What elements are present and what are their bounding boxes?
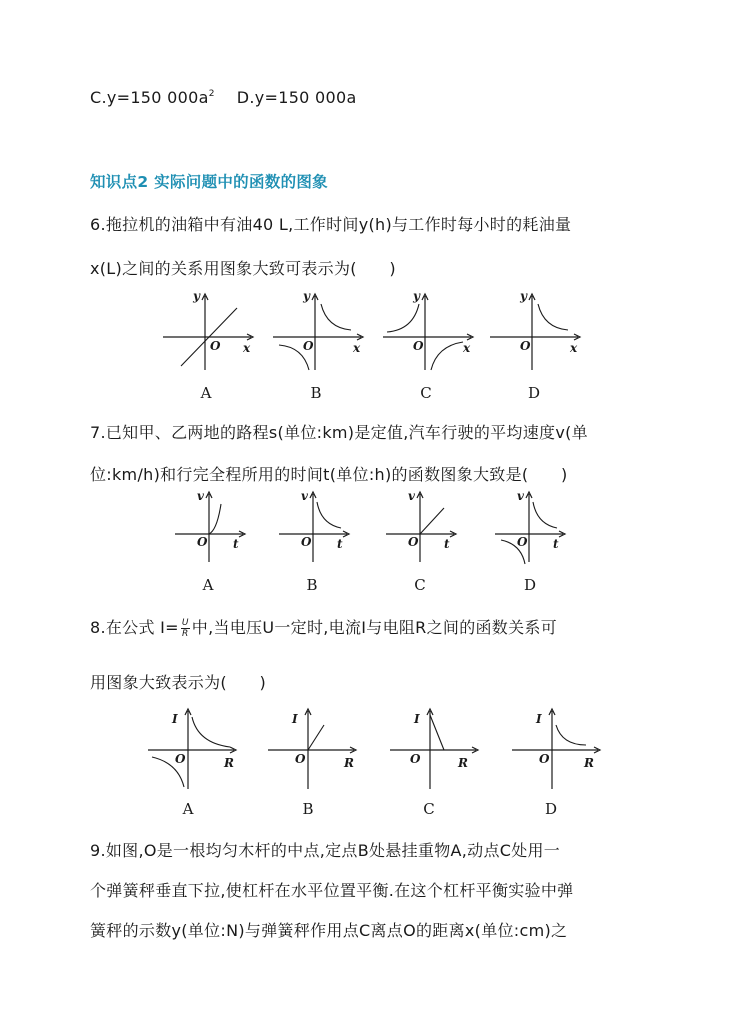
q8-a-origin: O — [175, 752, 186, 766]
q7-line-1: 7.已知甲、乙两地的路程s(单位:km)是定值,汽车行驶的平均速度v(单 — [90, 423, 588, 442]
q6-c-axis-x: x — [463, 341, 471, 355]
q7-caption-c: C — [414, 576, 426, 594]
q7-caption-b: B — [306, 576, 318, 594]
q8-line-1-prefix: 8.在公式 I= — [90, 618, 179, 637]
q9-line-3: 簧秤的示数y(单位:N)与弹簧秤作用点C离点O的距离x(单位:cm)之 — [90, 921, 568, 940]
q8-c-axis-y: I — [414, 712, 420, 726]
q7-graph-c — [386, 490, 461, 565]
q8-c-origin: O — [410, 752, 421, 766]
q7-c-origin: O — [408, 535, 419, 549]
q6-graph-a — [163, 290, 258, 370]
q8-d-axis-y: I — [536, 712, 542, 726]
q7-a-axis-y: v — [197, 489, 204, 503]
q6-b-axis-y: y — [303, 289, 310, 303]
q7-line-2: 位:km/h)和行完全程所用的时间t(单位:h)的函数图象大致是( ) — [90, 465, 568, 484]
q7-d-axis-x: t — [553, 537, 559, 551]
q6-a-origin: O — [210, 339, 221, 353]
q6-b-origin: O — [303, 339, 314, 353]
q8-b-origin: O — [295, 752, 306, 766]
q8-caption-c: C — [423, 800, 435, 818]
q6-caption-d: D — [527, 384, 541, 402]
q6-graph-b — [273, 290, 368, 370]
q7-b-axis-y: v — [301, 489, 308, 503]
q6-d-axis-y: y — [520, 289, 527, 303]
q7-d-axis-y: v — [517, 489, 524, 503]
q7-a-axis-x: t — [233, 537, 239, 551]
q8-caption-b: B — [302, 800, 314, 818]
q7-b-origin: O — [301, 535, 312, 549]
q6-caption-a: A — [200, 384, 212, 402]
q8-d-axis-x: R — [584, 756, 594, 770]
q7-graph-d — [495, 490, 570, 565]
fraction-numerator: U — [181, 618, 189, 628]
q7-c-axis-x: t — [444, 537, 450, 551]
q6-c-origin: O — [413, 339, 424, 353]
q8-line-1 — [90, 615, 557, 639]
q7-caption-d: D — [523, 576, 537, 594]
q8-line-1-suffix: 中,当电压U一定时,电流I与电阻R之间的函数关系可 — [191, 618, 558, 637]
q8-caption-a: A — [182, 800, 194, 818]
q7-a-origin: O — [197, 535, 208, 549]
q6-b-axis-x: x — [353, 341, 361, 355]
q7-d-origin: O — [517, 535, 528, 549]
q6-a-axis-x: x — [243, 341, 251, 355]
q8-graph-b — [268, 705, 363, 790]
q9-line-2: 个弹簧秤垂直下拉,使杠杆在水平位置平衡.在这个杠杆平衡实验中弹 — [90, 881, 574, 900]
q6-c-axis-y: y — [413, 289, 420, 303]
q6-caption-c: C — [420, 384, 432, 402]
fraction-denominator: R — [182, 629, 189, 639]
q6-d-origin: O — [520, 339, 531, 353]
q6-caption-b: B — [310, 384, 322, 402]
q6-d-axis-x: x — [570, 341, 578, 355]
q5-option-c-exponent: 2 — [208, 89, 215, 99]
q5-option-d: D.y=150 000a — [236, 88, 357, 107]
q6-graph-c — [383, 290, 478, 370]
q6-a-axis-y: y — [193, 289, 200, 303]
q7-graph-a — [175, 490, 250, 565]
q7-c-axis-y: v — [408, 489, 415, 503]
q7-b-axis-x: t — [337, 537, 343, 551]
q8-line-2: 用图象大致表示为( ) — [90, 673, 267, 692]
q8-graph-a — [148, 705, 243, 790]
q7-caption-a: A — [202, 576, 214, 594]
q7-graph-b — [279, 490, 354, 565]
q8-caption-d: D — [544, 800, 558, 818]
q8-graph-c — [390, 705, 485, 790]
q8-b-axis-x: R — [344, 756, 354, 770]
q9-line-1: 9.如图,O是一根均匀木杆的中点,定点B处悬挂重物A,动点C处用一 — [90, 841, 561, 860]
formula-fraction — [181, 618, 190, 639]
q5-option-c: C.y=150 000a — [90, 88, 209, 107]
q8-graph-d — [512, 705, 607, 790]
q6-line-1: 6.拖拉机的油箱中有油40 L,工作时间y(h)与工作时每小时的耗油量 — [90, 215, 572, 234]
q8-c-axis-x: R — [458, 756, 468, 770]
q8-a-axis-x: R — [224, 756, 234, 770]
q8-b-axis-y: I — [292, 712, 298, 726]
q8-d-origin: O — [539, 752, 550, 766]
q8-a-axis-y: I — [172, 712, 178, 726]
section-title: 知识点2 实际问题中的函数的图象 — [90, 173, 328, 191]
q6-graph-d — [490, 290, 585, 370]
q5-options-line — [90, 88, 357, 107]
q6-line-2: x(L)之间的关系用图象大致可表示为( ) — [90, 259, 396, 278]
